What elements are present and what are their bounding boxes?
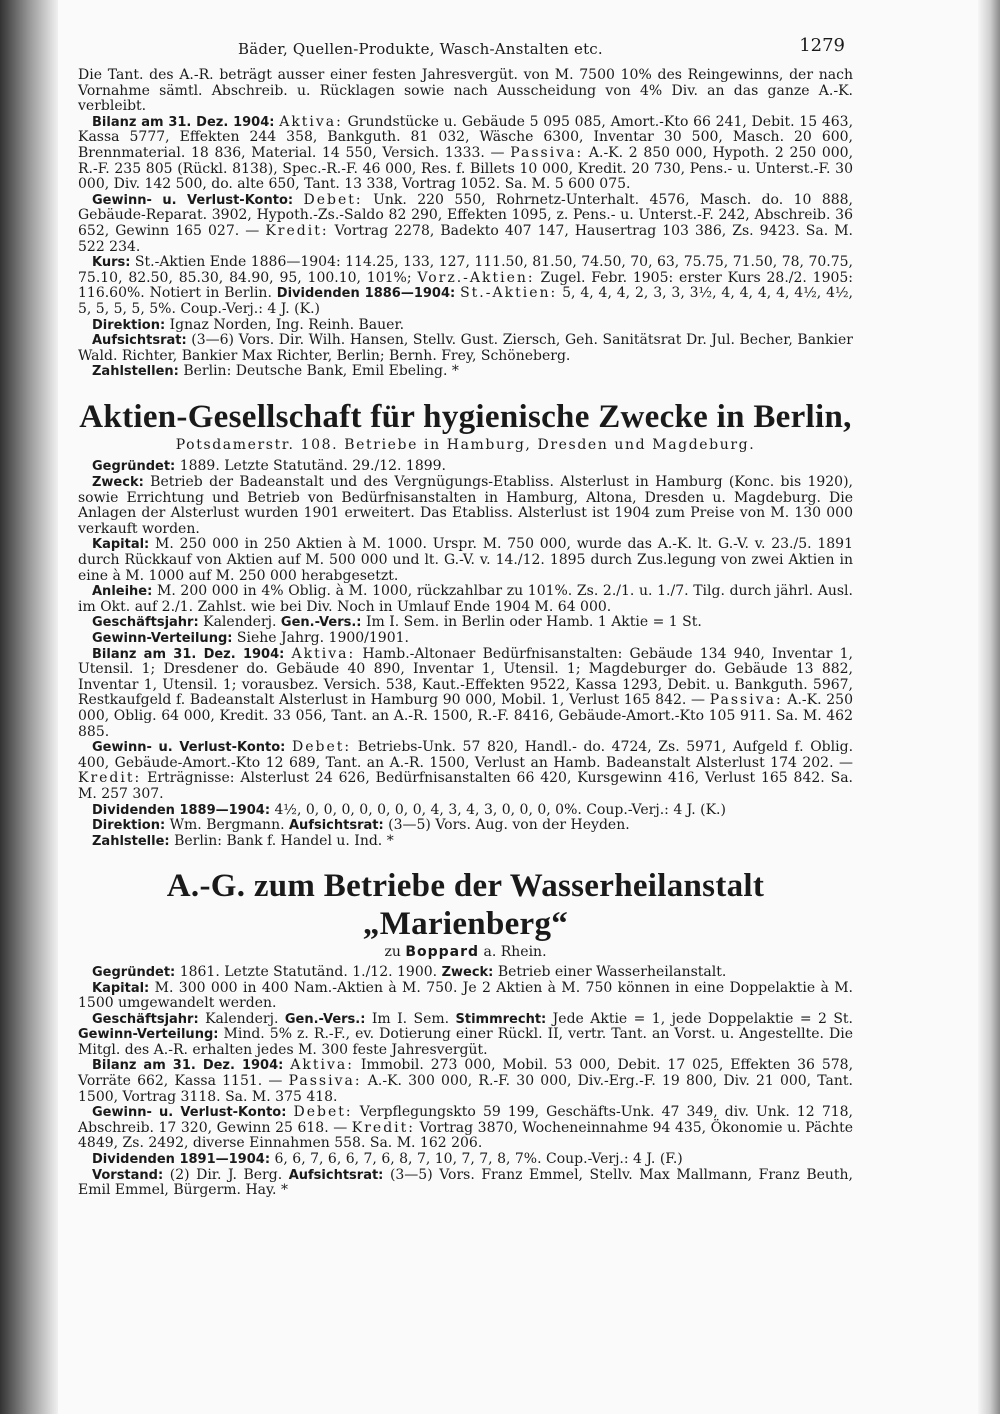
entry2-direktion-label: Direktion: bbox=[92, 818, 166, 834]
entry2-gewinnverteilung bbox=[78, 631, 853, 647]
entry3-sub-place: Boppard bbox=[405, 944, 480, 961]
entry2-gegruendet bbox=[78, 459, 853, 475]
page-number: 1279 bbox=[799, 35, 845, 56]
entry1-passiva-word: Passiva: bbox=[510, 144, 584, 161]
scan-edge-shadow-right bbox=[978, 0, 1000, 1414]
entry3-aufsicht-label: Aufsichtsrat: bbox=[288, 1167, 384, 1183]
entry3-vorstand-label: Vorstand: bbox=[92, 1167, 164, 1183]
entry1-debet-text: Unk. 220 550, Rohrnetz-Unterhalt. 4576, Masch. do. 10 888, Gebäude-Reparat. 3902, Hypoth.-Zs.-Saldo 82 290, Effekten 1095, z. Pens.- u. Unterst.-F. 242, Abschreib. 36 652, Gewinn 165 027. — bbox=[78, 191, 854, 239]
entry3-zweck-label: Zweck: bbox=[441, 964, 494, 980]
entry3-kredit-word: Kredit: bbox=[351, 1119, 415, 1136]
document-page bbox=[78, 35, 854, 1199]
entry3-sub-prefix: zu bbox=[384, 944, 401, 961]
entry1-kurs bbox=[78, 255, 853, 317]
entry2-gegr-label: Gegründet: bbox=[92, 459, 176, 475]
entry3-location bbox=[78, 945, 853, 961]
entry3-gegr-text: 1861. Letzte Statutänd. 1./12. 1900. bbox=[179, 963, 438, 980]
entry2-debet-text: Betriebs-Unk. 57 820, Handl.- do. 4724, Zs. 5971, Aufgeld f. Oblig. 400, Gebäude-Amort.-Kto 12 689, Tant. an A.-R. 1500, Verlust an Hamb. Badeanstalt Alsterlust 174 202. — bbox=[78, 739, 854, 771]
entry3-aktiva-text: Immobil. 273 000, Mobil. 53 000, Debit. 17 025, Effekten 36 578, Vorräte 662, Kassa 1151. — bbox=[78, 1057, 854, 1090]
entry2-debet-word: Debet: bbox=[291, 739, 352, 756]
entry3-passiva-word: Passiva: bbox=[288, 1073, 362, 1090]
entry2-dividenden bbox=[78, 803, 853, 819]
entry1-zahl-label: Zahlstellen: bbox=[92, 364, 179, 380]
entry3-title: A.-G. zum Betriebe der Wasserheilanstalt „Marienberg“ bbox=[166, 868, 765, 943]
entry1-aufsichtsrat bbox=[78, 333, 853, 364]
entry1-bilanz-label: Bilanz am 31. Dez. 1904: bbox=[92, 114, 275, 130]
entry2-anleihe bbox=[78, 584, 853, 615]
entry3-zweck-text: Betrieb einer Wasserheilanstalt. bbox=[497, 963, 727, 980]
entry2-genvers-text: Im I. Sem. in Berlin oder Hamb. 1 Aktie = 1 St. bbox=[365, 614, 702, 631]
entry3-kredit-text: Vortrag 3870, Wocheneinnahme 94 435, Ökonomie u. Pächte 4849, Zs. 2492, diverse Einnahmen 558. Sa. M. 162 206. bbox=[78, 1119, 854, 1152]
entry2-geschaeftsjahr bbox=[78, 615, 853, 631]
entry1-intro: Die Tant. des A.-R. beträgt ausser einer festen Jahresvergüt. von M. 7500 10% des Reingewinns, der nach Vornahme sämtl. Abschreib. u. Rücklagen sowie nach Ausscheidung von 4% Div. an das ganze A.-K. verbleibt. bbox=[78, 67, 853, 115]
entry2-kapital-label: Kapital: bbox=[92, 537, 150, 553]
entry3-genvers-label: Gen.-Vers.: bbox=[284, 1011, 366, 1027]
entry1-aktiva-text: Grundstücke u. Gebäude 5 095 085, Amort.-Kto 66 241, Debit. 15 463, Kassa 5777, Effekten 244 358, Bankguth. 81 032, Wäsche 6300, Inventar 30 500, Masch. 20 600, Brennmaterial. 18 836, Material. 14 550, Versich. 1333. — bbox=[78, 113, 854, 161]
entry3-kapital bbox=[78, 981, 853, 1012]
entry2-title: Aktien-Gesellschaft für hygienische Zwecke in Berlin, bbox=[79, 398, 852, 435]
entry2-guv bbox=[78, 740, 853, 802]
entry3-genvers-text: Im I. Sem. bbox=[371, 1010, 450, 1027]
entry2-zahlstelle bbox=[78, 834, 853, 850]
entry1-kredit-text: Vortrag 2278, Badekto 407 147, Hausertrag 103 386, Zs. 9423. Sa. M. 522 234. bbox=[78, 222, 854, 255]
entry1-div-label: Dividenden 1886—1904: bbox=[276, 286, 456, 302]
running-header bbox=[78, 35, 853, 68]
entry2-direktion bbox=[78, 818, 853, 834]
entry1-passiva-text: A.-K. 2 850 000, Hypoth. 2 250 000, R.-F. 235 805 (Rückl. 8138), Spec.-R.-F. 46 000, Res. f. Billets 10 000, Kredit. 20 730, Pens.- u. Unterst.-F. 30 000, Div. 142 500, do. alte 650, Tant. 13 338, Vortrag 1052. Sa. M. 5 600 075. bbox=[78, 144, 854, 193]
entry1-aufsicht-text: (3—6) Vors. Dir. Wilh. Hansen, Stellv. Gust. Ziersch, Geh. Sanitätsrat Dr. Jul. Becher, Bankier Wald. Richter, Bankier Max Richter, Berlin; Bernh. Frey, Schöneberg. bbox=[78, 332, 853, 364]
entry2-kapital-text: M. 250 000 in 250 Aktien à M. 1000. Urspr. M. 750 000, wurde das A.-K. lt. G.-V. v. 23./5. 1891 durch Rückkauf von Aktien auf M. 500 000 und lt. G.-V. v. 14./12. 1895 durch Zus.legung von zwei Aktien in eine à M. 1000 auf M. 250 000 herabgesetzt. bbox=[78, 536, 853, 584]
entry2-address: Potsdamerstr. 108. Betriebe in Hamburg, Dresden und Magdeburg. bbox=[175, 436, 756, 453]
entry1-aktiva-word: Aktiva: bbox=[279, 113, 343, 130]
entry3-div-label: Dividenden 1891—1904: bbox=[92, 1152, 271, 1168]
entry1-direktion bbox=[78, 318, 853, 334]
entry1-kurs-text2: Zugel. Febr. 1905: erster Kurs 28./2. 1905: 116.60%. Notiert in Berlin. bbox=[78, 269, 854, 302]
entry2-bilanz-label: Bilanz am 31. Dez. 1904: bbox=[92, 646, 285, 662]
running-title: Bäder, Quellen-Produkte, Wasch-Anstalten etc. bbox=[238, 40, 603, 58]
entry3-debet-word: Debet: bbox=[293, 1104, 353, 1121]
entry2-zweck-text: Betrieb der Badeanstalt und des Vergnügungs-Etabliss. Alsterlust in Hamburg (Konc. bis 1920), sowie Errichtung und Betrieb von Bedürfnisanstalten in Hamburg, Altona, Dresden u. Magdeburg. Die Anlagen der Alsterlust wurden 1901 erweitert. Das Etabliss. Alsterlust ist 1904 zum Preise von M. 130 000 verkauft worden. bbox=[78, 474, 854, 537]
entry2-anleihe-text: M. 200 000 in 4% Oblig. à M. 1000, rückzahlbar zu 101%. Zs. 2./1. u. 1./7. Tilg. durch jährl. Ausl. im Okt. auf 2./1. Zahlst. wie bei Div. Noch in Umlauf Ende 1904 M. 64 000. bbox=[78, 583, 853, 615]
entry2-kredit-word: Kredit: bbox=[78, 770, 142, 787]
entry3-bilanz bbox=[78, 1058, 853, 1105]
entry2-aktiva-word: Aktiva: bbox=[291, 645, 356, 662]
entry3-bilanz-label: Bilanz am 31. Dez. 1904: bbox=[92, 1058, 284, 1074]
entry2-genvers-label: Gen.-Vers.: bbox=[280, 615, 362, 631]
entry2-aktiva-text: Hamb.-Altonaer Bedürfnisanstalten: Gebäude 134 940, Inventar 1, Utensil. 1; Dresdener do. Gebäude 40 890, Inventar 1, Utensil. 1; Magdeburger do. Gebäude 13 882, Inventar 1, Utensil. 1; vorausbez. Versich. 538, Kaut.-Effekten 9522, Kassa 1293, Debit. u. Bankguth. 5967, Restkaufgeld f. Badeanstalt Alsterlust in Hamburg 90 000, Mobil. 1, Verlust 165 842. — bbox=[78, 645, 854, 709]
entry2-gegr-text: 1889. Letzte Statutänd. 29./12. 1899. bbox=[179, 458, 447, 475]
entry2-gewv-label: Gewinn-Verteilung: bbox=[92, 631, 233, 646]
entry3-debet-text: Verpflegungskto 59 199, Geschäfts-Unk. 47 349, div. Unk. 12 718, Abschreib. 17 320, Gewinn 25 618. — bbox=[78, 1104, 853, 1136]
entry2-passiva-word: Passiva: bbox=[709, 692, 783, 709]
entry3-aufsicht-text: (3—5) Vors. Franz Emmel, Stellv. Max Mallmann, Franz Beuth, Emil Emmel, Bürgerm. Hay. * bbox=[78, 1166, 854, 1199]
entry1-kredit-word: Kredit: bbox=[265, 222, 329, 239]
entry1-zahlstellen bbox=[78, 364, 853, 380]
entry2-gj-text: Kalenderj. bbox=[203, 614, 277, 631]
scan-binding-shadow-left bbox=[0, 0, 58, 1414]
entry3-kapital-label: Kapital: bbox=[92, 980, 150, 996]
entry1-bilanz bbox=[78, 115, 853, 193]
entry3-gj-text: Kalenderj. bbox=[205, 1010, 279, 1027]
entry2-direktion-text: Wm. Bergmann. bbox=[169, 817, 285, 834]
entry2-aufsicht-label: Aufsichtsrat: bbox=[289, 818, 384, 834]
entry2-guv-label: Gewinn- u. Verlust-Konto: bbox=[92, 740, 286, 756]
entry3-aktiva-word: Aktiva: bbox=[290, 1057, 354, 1074]
entry3-sub-suffix: a. Rhein. bbox=[483, 944, 547, 961]
entry3-gewv-text: Mind. 5% z. R.-F., ev. Dotierung einer Rückl. II, vertr. Tant. an Vorst. u. Angestellte. Die Mitgl. des A.-R. erhalten jedes M. 300 feste Jahresvergüt. bbox=[78, 1026, 853, 1058]
entry3-stimm-text: Jede Aktie = 1, jede Doppelaktie = 2 St. bbox=[552, 1010, 853, 1027]
entry2-zweck-label: Zweck: bbox=[92, 475, 144, 491]
entry3-gewv-label: Gewinn-Verteilung: bbox=[78, 1027, 219, 1043]
entry-3 bbox=[78, 867, 853, 1199]
entry2-div-text: 4½, 0, 0, 0, 0, 0, 0, 0, 4, 3, 4, 3, 0, 0, 0, 0%. Coup.-Verj.: 4 J. (K.) bbox=[274, 801, 726, 818]
entry1-div-st-word: St.-Aktien: bbox=[460, 285, 558, 302]
entry3-gegruendet bbox=[78, 965, 853, 981]
entry1-guv-label: Gewinn- u. Verlust-Konto: bbox=[92, 192, 294, 208]
entry2-gewv-text: Siehe Jahrg. 1900/1901. bbox=[236, 630, 409, 646]
entry3-kapital-text: M. 300 000 in 400 Nam.-Aktien à M. 750. Je 2 Aktien à M. 750 können in eine Doppelaktie à M. 1500 umgewandelt werden. bbox=[78, 979, 853, 1012]
entry2-zweck bbox=[78, 475, 853, 537]
entry1-aufsicht-label: Aufsichtsrat: bbox=[92, 333, 187, 349]
entry3-div-text: 6, 6, 7, 6, 6, 7, 6, 8, 7, 10, 7, 7, 8, 7%. Coup.-Verj.: 4 J. (F.) bbox=[274, 1151, 683, 1168]
entry3-guv-label: Gewinn- u. Verlust-Konto: bbox=[92, 1105, 287, 1121]
entry1-kurs-text1: St.-Aktien Ende 1886—1904: 114.25, 133, 127, 111.50, 81.50, 74.50, 70, 63, 75.75, 71.50, 78, 70.75, 75.10, 82.50, 85.30, 84.90, 95, 100.10, 101%; bbox=[78, 254, 853, 286]
entry2-passiva-text: A.-K. 250 000, Oblig. 64 000, Kredit. 33 056, Tant. an A.-R. 1500, R.-F. 8416, Gebäude-Amort.-Kto 105 911. Sa. M. 462 885. bbox=[78, 692, 853, 740]
entry2-gj-label: Geschäftsjahr: bbox=[92, 615, 199, 631]
entry1-direktion-text: Ignaz Norden, Ing. Reinh. Bauer. bbox=[169, 316, 405, 333]
entry1-debet-word: Debet: bbox=[303, 191, 363, 208]
entry3-gj-label: Geschäftsjahr: bbox=[92, 1011, 199, 1027]
entry3-geschaeftsjahr bbox=[78, 1012, 853, 1059]
entry3-dividenden bbox=[78, 1152, 853, 1168]
entry3-stimm-label: Stimmrecht: bbox=[455, 1011, 547, 1027]
entry2-zahl-text: Berlin: Bank f. Handel u. Ind. * bbox=[174, 832, 394, 849]
entry2-kapital bbox=[78, 537, 853, 584]
entry1-kurs-label: Kurs: bbox=[92, 255, 131, 271]
entry3-vorstand bbox=[78, 1168, 853, 1199]
entry3-gegr-label: Gegründet: bbox=[92, 964, 176, 980]
entry-1-continuation bbox=[78, 68, 853, 380]
entry3-passiva-text: A.-K. 300 000, R.-F. 30 000, Div.-Erg.-F. 19 800, Div. 21 000, Tant. 1500, Vortrag 3118. Sa. M. 375 418. bbox=[78, 1073, 853, 1105]
entry2-aufsicht-text: (3—5) Vors. Aug. von der Heyden. bbox=[388, 817, 630, 834]
entry-2 bbox=[78, 398, 853, 849]
entry2-bilanz bbox=[78, 647, 853, 741]
entry2-kredit-text: Erträgnisse: Alsterlust 24 626, Bedürfnisanstalten 66 420, Kursgewinn 416, Verlust 165 842. Sa. M. 257 307. bbox=[78, 770, 853, 802]
entry1-direktion-label: Direktion: bbox=[92, 317, 166, 333]
entry3-vorstand-text: (2) Dir. J. Berg. bbox=[169, 1166, 283, 1183]
entry2-div-label: Dividenden 1889—1904: bbox=[92, 802, 271, 818]
entry3-guv bbox=[78, 1105, 853, 1152]
entry1-div-text: 5, 4, 4, 4, 2, 3, 3, 3½, 4, 4, 4, 4, 4½, 4½, 5, 5, 5, 5, 5%. Coup.-Verj.: 4 J. (K.) bbox=[78, 285, 854, 317]
entry1-zahl-text: Berlin: Deutsche Bank, Emil Ebeling. * bbox=[183, 363, 459, 380]
entry2-zahl-label: Zahlstelle: bbox=[92, 833, 170, 849]
entry1-vorz-word: Vorz.-Aktien: bbox=[417, 269, 535, 286]
entry1-guv bbox=[78, 193, 853, 255]
entry2-anleihe-label: Anleihe: bbox=[92, 584, 153, 600]
